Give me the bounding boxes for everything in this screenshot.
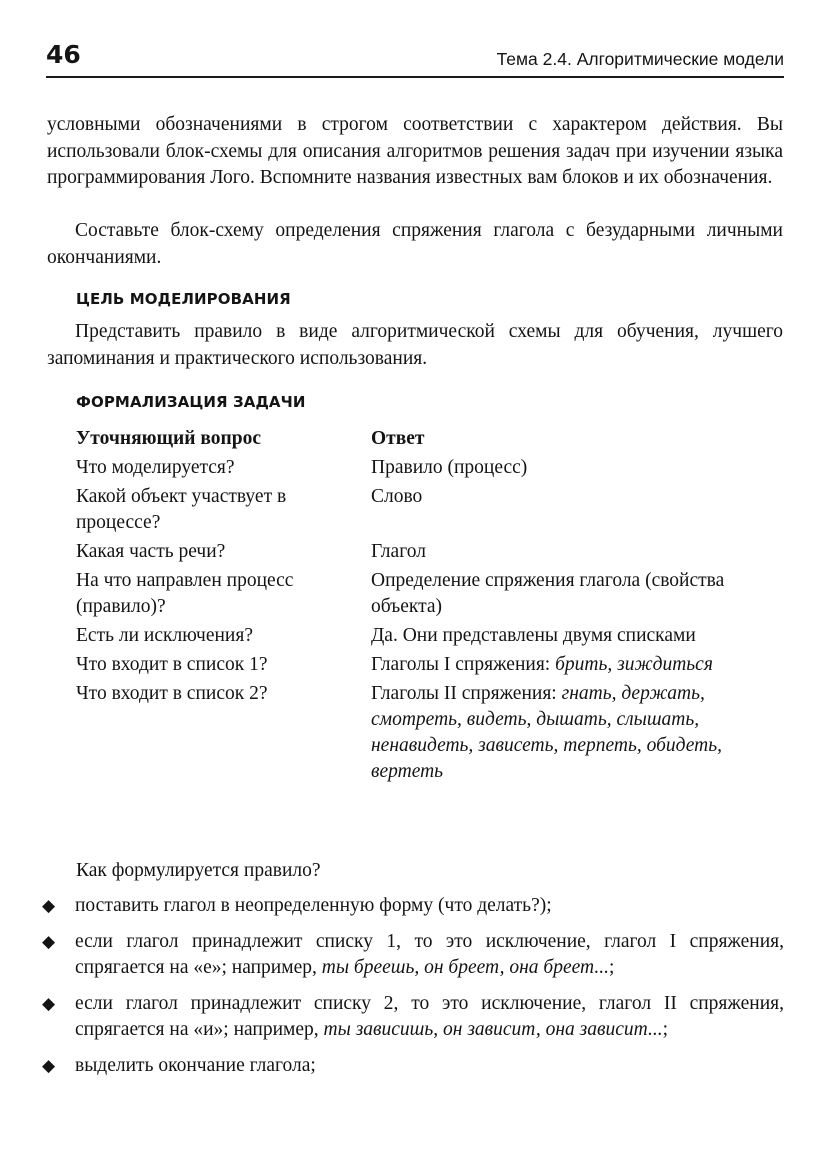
answer-cell: Да. Они представлены двумя списками xyxy=(371,625,696,646)
answer-cell: Правило (процесс) xyxy=(371,457,528,478)
answer-cell: Слово xyxy=(371,486,423,507)
table-row xyxy=(76,455,784,481)
list-item-text: если глагол принадлежит списку 2, то это исключение, глагол II спряжения, спрягается на «и»; например, xyxy=(75,992,784,1040)
answer-cell: Определение спряжения глагола (свойства объекта) xyxy=(371,570,725,617)
list-item-text: поставить глагол в неопределенную форму (что делать?); xyxy=(75,895,552,916)
table-row xyxy=(76,681,784,785)
list-item xyxy=(42,929,784,982)
table-row xyxy=(76,568,784,620)
table-header-row xyxy=(76,426,784,452)
list-item-tail: ; xyxy=(662,1019,669,1040)
list-item-example: ты зависишь, он зависит, она зависит... xyxy=(323,1019,663,1040)
answer-text: Глаголы I спряжения: xyxy=(371,654,556,675)
list-item-text: если глагол принадлежит списку 1, то это исключение, глагол I спряжения, спрягается на «е»; например, xyxy=(75,930,784,978)
answer-italic-text: гнать, держать, смотреть, видеть, дышать, слышать, ненавидеть, зависеть, терпеть, обидеть, вертеть xyxy=(371,683,722,782)
question-cell: Какая часть речи? xyxy=(76,541,226,562)
table-row xyxy=(76,652,784,678)
list-item xyxy=(42,1053,784,1080)
table-row xyxy=(76,484,784,536)
diamond-bullet-icon: ◆ xyxy=(42,1055,56,1076)
question-cell: На что направлен процесс (правило)? xyxy=(76,570,294,617)
answer-cell: Глагол xyxy=(371,541,426,562)
question-cell: Что входит в список 1? xyxy=(76,654,268,675)
list-item xyxy=(42,991,784,1044)
formalization-heading: ФОРМАЛИЗАЦИЯ ЗАДАЧИ xyxy=(76,393,306,411)
answer-text: Глаголы II спряжения: xyxy=(371,683,562,704)
question-cell: Что входит в список 2? xyxy=(76,683,268,704)
page-number: 46 xyxy=(46,40,81,69)
list-item-example: ты бреешь, он бреет, она бреет... xyxy=(321,957,609,978)
diamond-bullet-icon: ◆ xyxy=(42,896,56,916)
question-cell: Что моделируется? xyxy=(76,457,235,478)
answer-italic-text: брить, зиждиться xyxy=(555,654,713,675)
table-row xyxy=(76,539,784,565)
answer-cell xyxy=(371,681,784,785)
running-title: Тема 2.4. Алгоритмические модели xyxy=(496,49,784,69)
column-header-question: Уточняющий вопрос xyxy=(76,428,262,449)
list-item-text: выделить окончание глагола; xyxy=(75,1054,316,1076)
rule-list xyxy=(42,893,784,1088)
task-paragraph: Составьте блок-схему определения спряжения глагола с безударными личными окончаниями. xyxy=(47,220,783,268)
rule-question: Как формулируется правило? xyxy=(76,860,321,881)
intro-paragraph: условными обозначениями в строгом соответствии с характером действия. Вы использовали блок-схемы для описания алгоритмов решения задач при изучении языка программирования Лого. Вспомните названия известных вам блоков и их обозначения. xyxy=(47,114,783,188)
answer-cell xyxy=(371,652,784,678)
list-item xyxy=(42,893,784,920)
column-header-answer: Ответ xyxy=(371,428,425,449)
goal-heading: ЦЕЛЬ МОДЕЛИРОВАНИЯ xyxy=(76,290,291,308)
question-cell: Есть ли исключения? xyxy=(76,625,253,646)
list-item-tail: ; xyxy=(608,957,615,978)
page-header xyxy=(46,42,784,78)
goal-text: Представить правило в виде алгоритмической схемы для обучения, лучшего запоминания и практического использования. xyxy=(47,321,783,369)
table-row xyxy=(76,623,784,649)
diamond-bullet-icon: ◆ xyxy=(42,993,56,1014)
formalization-table xyxy=(76,426,784,788)
question-cell: Какой объект участвует в процессе? xyxy=(76,486,287,533)
diamond-bullet-icon: ◆ xyxy=(42,931,56,952)
